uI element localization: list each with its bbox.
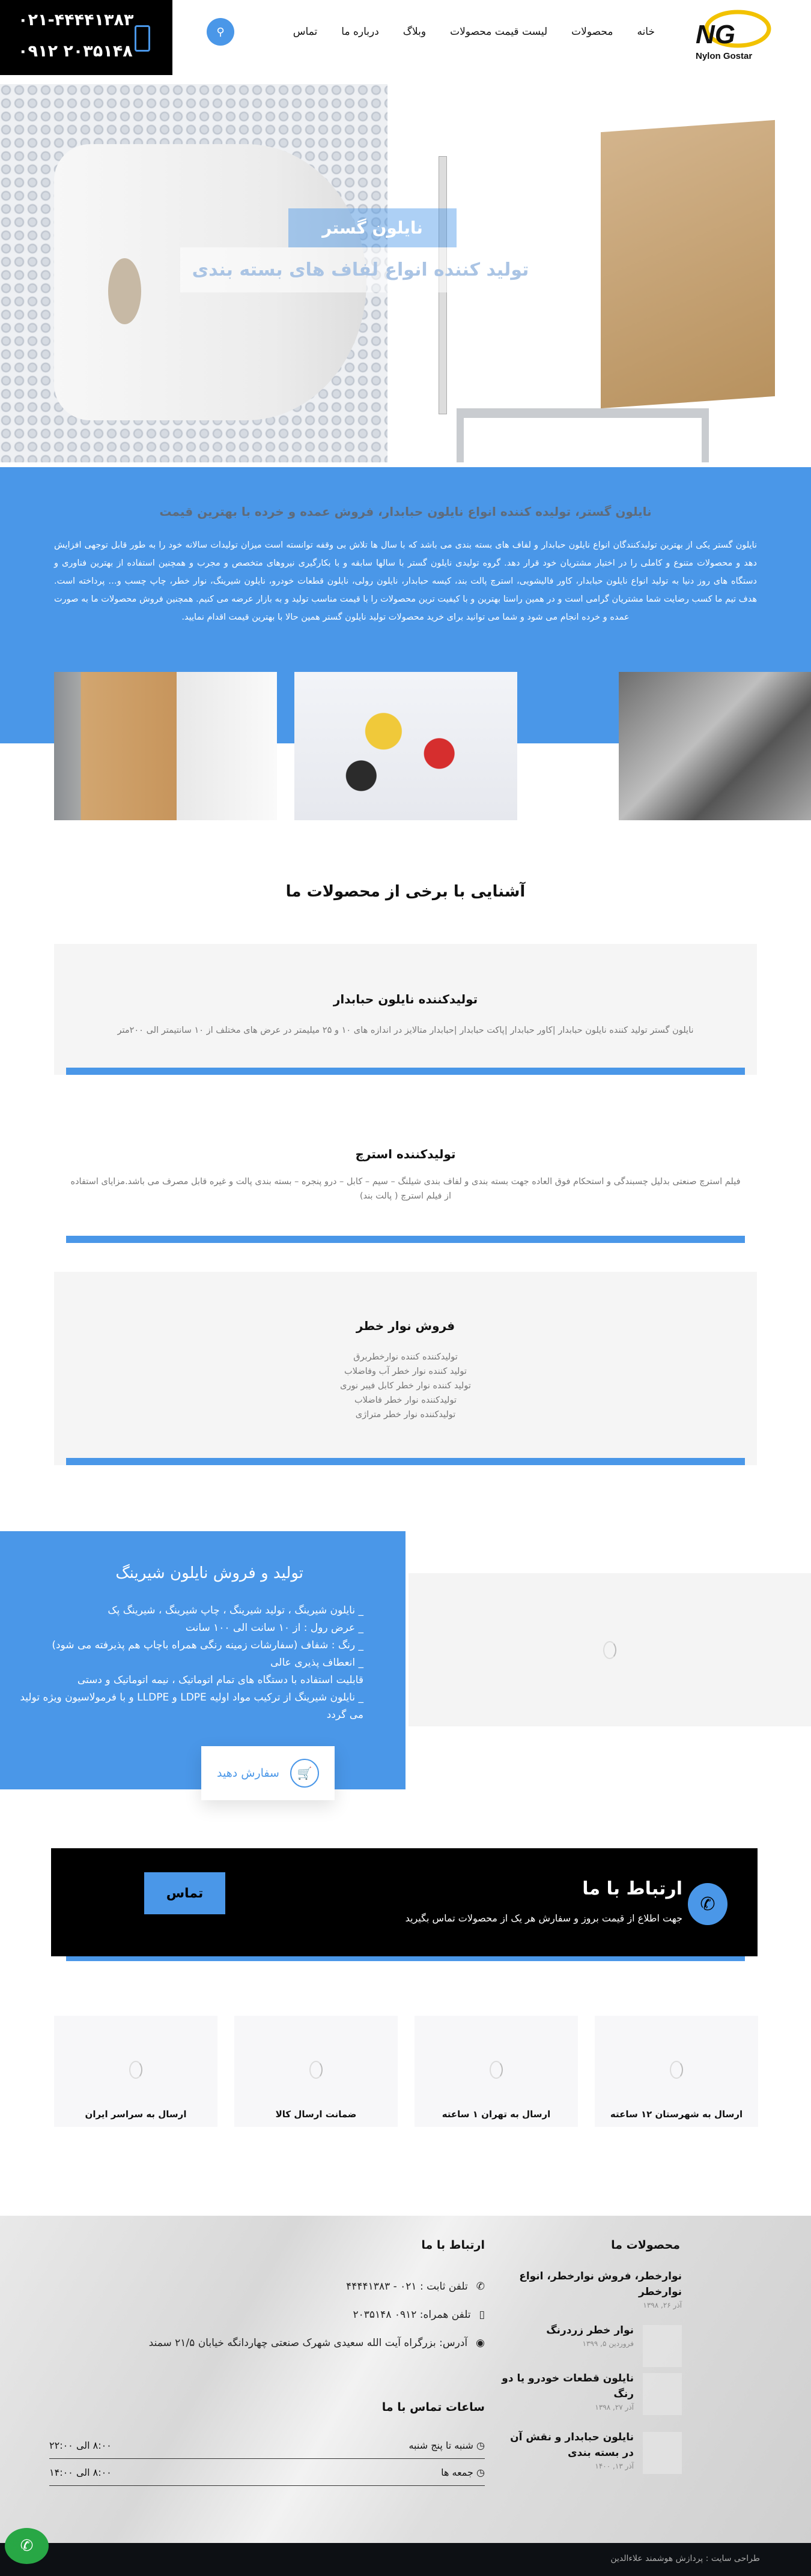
phone-box	[0, 0, 172, 75]
header-phone-1[interactable]: ۰۲۱-۴۴۴۴۱۳۸۳	[18, 11, 134, 29]
intro-body: نایلون گستر یکی از بهترین تولیدکنندگان انواع نایلون حبابدار و لفاف های بسته بندی می باشد که با سال ها تلاش بی وقفه توانسته است میزان تولیدات سالانه خود را به طور قابل توجهی افزایش دهد و محصولات متنوع و کاملی را در اختیار مشتریان خود قرار دهد. گروه تولیدی نایلون گستر با سالها سابقه و با بکارگیری نیروهای متخصص و مجرب و همچنین استفاده از بهترین فناوری و دستگاه های روز دنیا به تولید انواع نایلون حبابدار، کاور فالیشویی، استرچ پالت بند، کیسه حبابدار، نایلون رولی، نایلون قطعات خودرو، نایلون شیرینگ، نوار خطر، چاپ چسب و… پرداخته است. هدف تیم ما کسب رضایت شما مشتریان گرامی است و در همین راستا بهترین و با کیفیت ترین محصولات را با قیمت مناسب تولید و به بازار عرضه می کنیم. همچنین فروش محصولات ما به صورت عمده و خرده انجام می شود و شما می توانید برای خرید محصولات تولید نایلون گستر همین حالا با بهترین قیمت اقدام نمایید.	[54, 540, 757, 622]
product-desc: نایلون گستر تولید کننده نایلون حبابدار |کاور حبابدار |پاکت حبابدار |حبابدار متالایز در اندازه های ۱۰ و ۲۵ میلیمتر در عرض های مختلف از ۱۰ سانتیمتر الی ۲۰۰متر	[117, 1026, 694, 1035]
post-title: نوارخطر، فروش نوارخطر، انواع نوارخطر	[519, 2270, 682, 2298]
shrink-line: _ نایلون شیرینگ از ترکیب مواد اولیه LDPE و LLDPE و با فرمولاسیون ویژه تولید می گردد	[20, 1692, 363, 1721]
copyright-text[interactable]: طراحی سایت : پردازش هوشمند علاءالدین	[610, 2554, 760, 2563]
loading-spinner-icon	[129, 2061, 142, 2079]
whatsapp-call-button[interactable]	[5, 2528, 49, 2564]
clock-icon: ◷	[473, 2440, 485, 2451]
feature-card	[234, 2016, 398, 2127]
product-title: تولیدکننده نایلون حبابدار	[333, 992, 478, 1006]
contact-accent-bar	[66, 1956, 745, 1961]
mobile-icon: ▯	[479, 2309, 485, 2321]
footer-contact-title: ارتباط با ما	[421, 2239, 485, 2252]
phone-icon: ✆	[476, 2281, 485, 2293]
footer-post[interactable]	[496, 2269, 682, 2309]
logo-icon	[685, 7, 775, 61]
copyright-bar	[0, 2543, 811, 2576]
tape-line: تولیدکننده نوار خطر متراژی	[355, 1410, 456, 1420]
card-accent-bar	[66, 1236, 745, 1243]
tape-line: تولید کننده نوار خطر آب وفاضلاب	[344, 1367, 467, 1376]
post-title: نوار خطر زردرنگ	[546, 2324, 634, 2336]
gallery-image-pallet	[54, 672, 277, 820]
hours-time: ۸:۰۰ الی ۱۴:۰۰	[49, 2467, 112, 2478]
shrink-line: _ انعطاف پذیری عالی	[270, 1657, 363, 1669]
post-thumbnail[interactable]	[643, 2432, 682, 2474]
shrink-line: _ رنگ : شفاف (سفارشات زمینه رنگی همراه باچاپ هم پذیرفته می شود)	[52, 1639, 363, 1651]
hours-time: ۸:۰۰ الی ۲۲:۰۰	[49, 2440, 112, 2451]
hero-subtitle: تولید کننده انواع لفاف های بسته بندی	[180, 247, 541, 292]
nav-blog[interactable]: وبلاگ	[402, 25, 427, 38]
order-label: سفارش دهید	[217, 1767, 279, 1780]
hero-title: نایلون گستر	[288, 208, 457, 247]
address-text: آدرس: بزرگراه آیت الله سعیدی شهرک صنعتی چهاردانگه خیابان ۲۱/۵ سمند	[148, 2337, 468, 2349]
location-pin-icon: ◉	[476, 2337, 485, 2349]
contact-text: جهت اطلاع از قیمت بروز و سفارش هر یک از محصولات تماس بگیرید	[405, 1912, 682, 1924]
contact-banner	[51, 1848, 758, 1956]
shrink-features	[3, 1602, 363, 1724]
feature-label: ارسال به سراسر ایران	[85, 2109, 187, 2120]
hero-banner	[0, 84, 811, 462]
product-card-stretch[interactable]	[54, 1123, 757, 1243]
nav-about[interactable]: درباره ما	[341, 25, 379, 38]
post-date: آذر ۱۳, ۱۴۰۰	[595, 2462, 634, 2470]
contact-title: ارتباط با ما	[582, 1878, 682, 1899]
product-desc: فیلم استرچ صنعتی بدلیل چسبندگی و استحکام فوق العاده جهت بسته بندی و لفاف بندی شیلنگ – سیم – کابل – درو پنجره – بسته بندی پالت و غیره قابل مصرف می باشد.مزایای استفاده از فیلم استرچ ( پالت بند)	[70, 1177, 741, 1201]
hours-day: ◷ شنبه تا پنج شنبه	[409, 2440, 485, 2451]
product-title: تولیدکننده استرچ	[355, 1147, 456, 1161]
post-title: نایلون قطعات خودرو یا دو رنگ	[502, 2372, 634, 2400]
landline-text: تلفن ثابت : ۰۲۱ - ۴۴۴۴۱۳۸۳	[346, 2281, 468, 2293]
post-thumbnail[interactable]	[643, 2325, 682, 2367]
mobile-icon	[135, 25, 150, 52]
shrink-line: _ نایلون شیرینگ ، تولید شیرینگ ، چاپ شیرینگ ، شیرینگ پک	[108, 1604, 363, 1616]
feature-label: ارسال به شهرستان ۱۲ ساعته	[610, 2109, 743, 2120]
footer-landline[interactable]	[346, 2281, 485, 2293]
tape-line: تولید کننده نوار خطر کابل فیبر نوری	[340, 1381, 471, 1391]
feature-label: ارسال به تهران ۱ ساعته	[442, 2109, 551, 2120]
header-phone-2[interactable]: ۰۹۱۲ ۲۰۳۵۱۴۸	[18, 42, 133, 61]
loading-spinner-icon	[309, 2061, 323, 2079]
loading-spinner-icon	[670, 2061, 683, 2079]
logo-mark: NG	[696, 20, 735, 49]
footer-post[interactable]	[496, 2371, 634, 2411]
post-date: فروردین ۵, ۱۳۹۹	[582, 2339, 634, 2348]
hours-row	[49, 2440, 485, 2459]
footer-mobile[interactable]	[353, 2309, 485, 2321]
post-thumbnail[interactable]	[643, 2373, 682, 2415]
wrapped-box-image	[601, 120, 775, 408]
loading-spinner-icon	[603, 1641, 616, 1659]
footer-post[interactable]	[496, 2429, 634, 2470]
nav-home[interactable]: خانه	[637, 25, 655, 38]
hours-day: ◷ جمعه ها	[441, 2467, 485, 2478]
gallery-image-labels	[294, 672, 517, 820]
product-card-bubble[interactable]	[54, 944, 757, 1075]
footer-products-title: محصولات ما	[611, 2239, 680, 2252]
main-nav	[293, 0, 655, 63]
logo-text: Nylon Gostar	[696, 51, 753, 61]
tape-line: تولیدکننده نوار خطر فاضلاب	[354, 1395, 457, 1405]
footer-post[interactable]	[496, 2323, 634, 2348]
post-date: آذر ۲۷, ۱۳۹۸	[595, 2403, 634, 2411]
footer	[0, 2216, 811, 2543]
feature-card	[54, 2016, 217, 2127]
clock-icon: ◷	[473, 2467, 485, 2478]
feature-card	[415, 2016, 578, 2127]
logo[interactable]	[685, 7, 775, 61]
nav-products[interactable]: محصولات	[571, 25, 613, 38]
product-card-warning-tape[interactable]	[54, 1272, 757, 1465]
order-button[interactable]	[201, 1746, 335, 1800]
footer-address	[149, 2337, 485, 2349]
intro-title: نایلون گستر، تولیده کننده انواع نایلون حبابدار، فروش عمده و خرده با بهترین قیمت	[159, 504, 652, 519]
gallery-image-rollers	[619, 672, 811, 820]
stretch-machine-table	[457, 408, 709, 462]
post-title: نایلون حبابدار و نقش آن در بسته بندی	[510, 2431, 634, 2459]
post-date: آذر ۲۶, ۱۳۹۸	[643, 2301, 682, 2309]
nav-contact[interactable]: تماس	[293, 25, 318, 38]
search-button[interactable]	[207, 18, 234, 46]
contact-button[interactable]: تماس	[144, 1872, 225, 1914]
shrink-line: _ عرض رول : از ۱۰ سانت الی ۱۰۰ سانت	[185, 1622, 363, 1634]
roll-core	[108, 258, 141, 324]
products-title: آشنایی با برخی از محصولات ما	[285, 883, 526, 901]
card-accent-bar	[66, 1458, 745, 1465]
tape-line: تولیدکننده کننده نوارخطربرق	[353, 1352, 458, 1362]
feature-card	[595, 2016, 758, 2127]
product-title: فروش نوار خطر	[356, 1319, 455, 1333]
loading-spinner-icon	[490, 2061, 503, 2079]
nav-price-list[interactable]: لیست قیمت محصولات	[450, 25, 548, 38]
mobile-text: تلفن همراه: ۰۹۱۲ ۲۰۳۵۱۴۸	[353, 2309, 471, 2321]
cart-icon: 🛒	[290, 1759, 319, 1788]
card-accent-bar	[66, 1068, 745, 1075]
phone-icon: ✆	[688, 1883, 727, 1925]
shrink-title: تولید و فروش نایلون شیرینگ	[115, 1564, 303, 1582]
shrink-line: قابلیت استفاده با دستگاه های تمام اتوماتیک ، نیمه اتوماتیک و دستی	[77, 1674, 363, 1686]
search-icon: ⚲	[216, 25, 225, 38]
phone-icon: ✆	[20, 2537, 34, 2555]
feature-label: ضمانت ارسال کالا	[275, 2109, 357, 2120]
shrink-image-placeholder	[409, 1573, 811, 1726]
hours-row	[49, 2467, 485, 2486]
footer-hours-title: ساعات تماس با ما	[381, 2401, 485, 2414]
